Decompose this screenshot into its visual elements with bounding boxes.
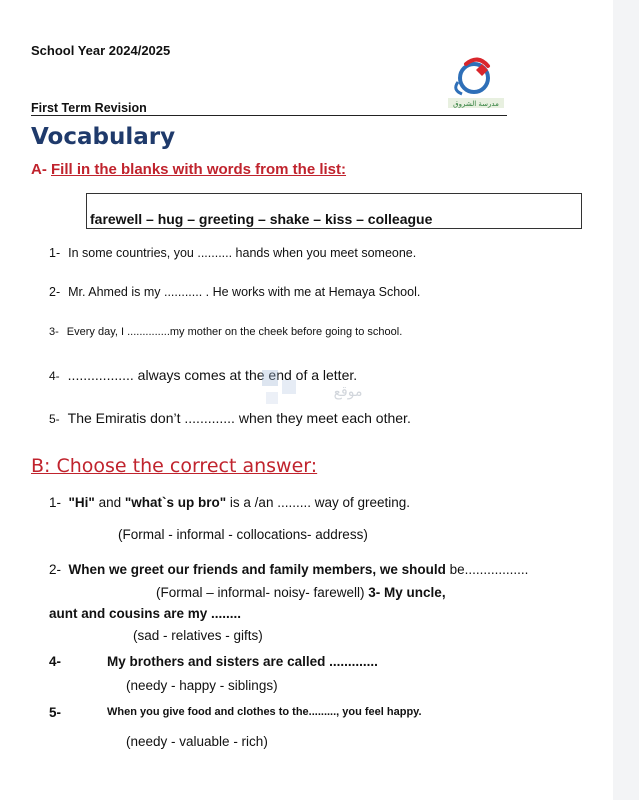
question-number: 3- — [49, 326, 59, 338]
question-b1: 1- "Hi" and "what`s up bro" is a /an ......... way of greeting. — [49, 495, 411, 510]
question-number: 5- — [49, 412, 60, 426]
section-a-instruction: Fill in the blanks with words from the list: — [51, 161, 347, 178]
question-number: 1- — [49, 246, 61, 260]
section-a-heading — [31, 161, 346, 178]
section-b-heading: B: Choose the correct answer: — [31, 455, 318, 477]
question-text: The Emiratis don’t ............. when they meet each other. — [67, 410, 411, 426]
header-divider — [31, 115, 507, 116]
options-b1: (Formal - informal - collocations- address) — [118, 527, 368, 542]
question-b2: 2- When we greet our friends and family members, we should be................. — [49, 562, 529, 577]
options-b5: (needy - valuable - rich) — [126, 734, 268, 749]
question-text: ................. always comes at the end of a letter. — [67, 367, 358, 383]
question-number: 2- — [49, 285, 61, 299]
svg-text:مدرسة الشروق: مدرسة الشروق — [453, 100, 499, 108]
question-b5-number: 5- — [49, 705, 62, 720]
question-a1 — [49, 246, 416, 260]
question-b4-number: 4- — [49, 654, 62, 669]
side-strip — [613, 0, 639, 800]
svg-text:موقع: موقع — [333, 384, 363, 400]
school-year: School Year 2024/2025 — [31, 43, 171, 58]
question-number: 2- — [49, 562, 62, 577]
question-a2 — [49, 285, 420, 299]
question-a3 — [49, 326, 402, 338]
question-text: In some countries, you .......... hands when you meet someone. — [68, 246, 417, 260]
watermark-logo — [258, 366, 398, 420]
question-number: 1- — [49, 495, 62, 510]
school-logo — [444, 56, 508, 114]
question-text: Every day, I ..............my mother on the cheek before going to school. — [66, 326, 403, 338]
question-number: 4- — [49, 369, 60, 383]
term-title: First Term Revision — [31, 101, 147, 115]
question-b3: aunt and cousins are my ........ — [49, 606, 242, 621]
question-text: Mr. Ahmed is my ........... . He works with me at Hemaya School. — [68, 285, 421, 299]
vocabulary-title: Vocabulary — [31, 124, 176, 150]
options-b3: (sad - relatives - gifts) — [133, 628, 263, 643]
options-b4: (needy - happy - siblings) — [126, 678, 278, 693]
question-b5: When you give food and clothes to the........., you feel happy. — [107, 706, 422, 718]
section-a-label: A- — [31, 161, 47, 178]
options-b2: (Formal – informal- noisy- farewell) 3- My uncle, — [156, 585, 446, 600]
question-b4: My brothers and sisters are called ............. — [107, 654, 378, 669]
word-list: farewell – hug – greeting – shake – kiss – colleague — [90, 211, 433, 227]
